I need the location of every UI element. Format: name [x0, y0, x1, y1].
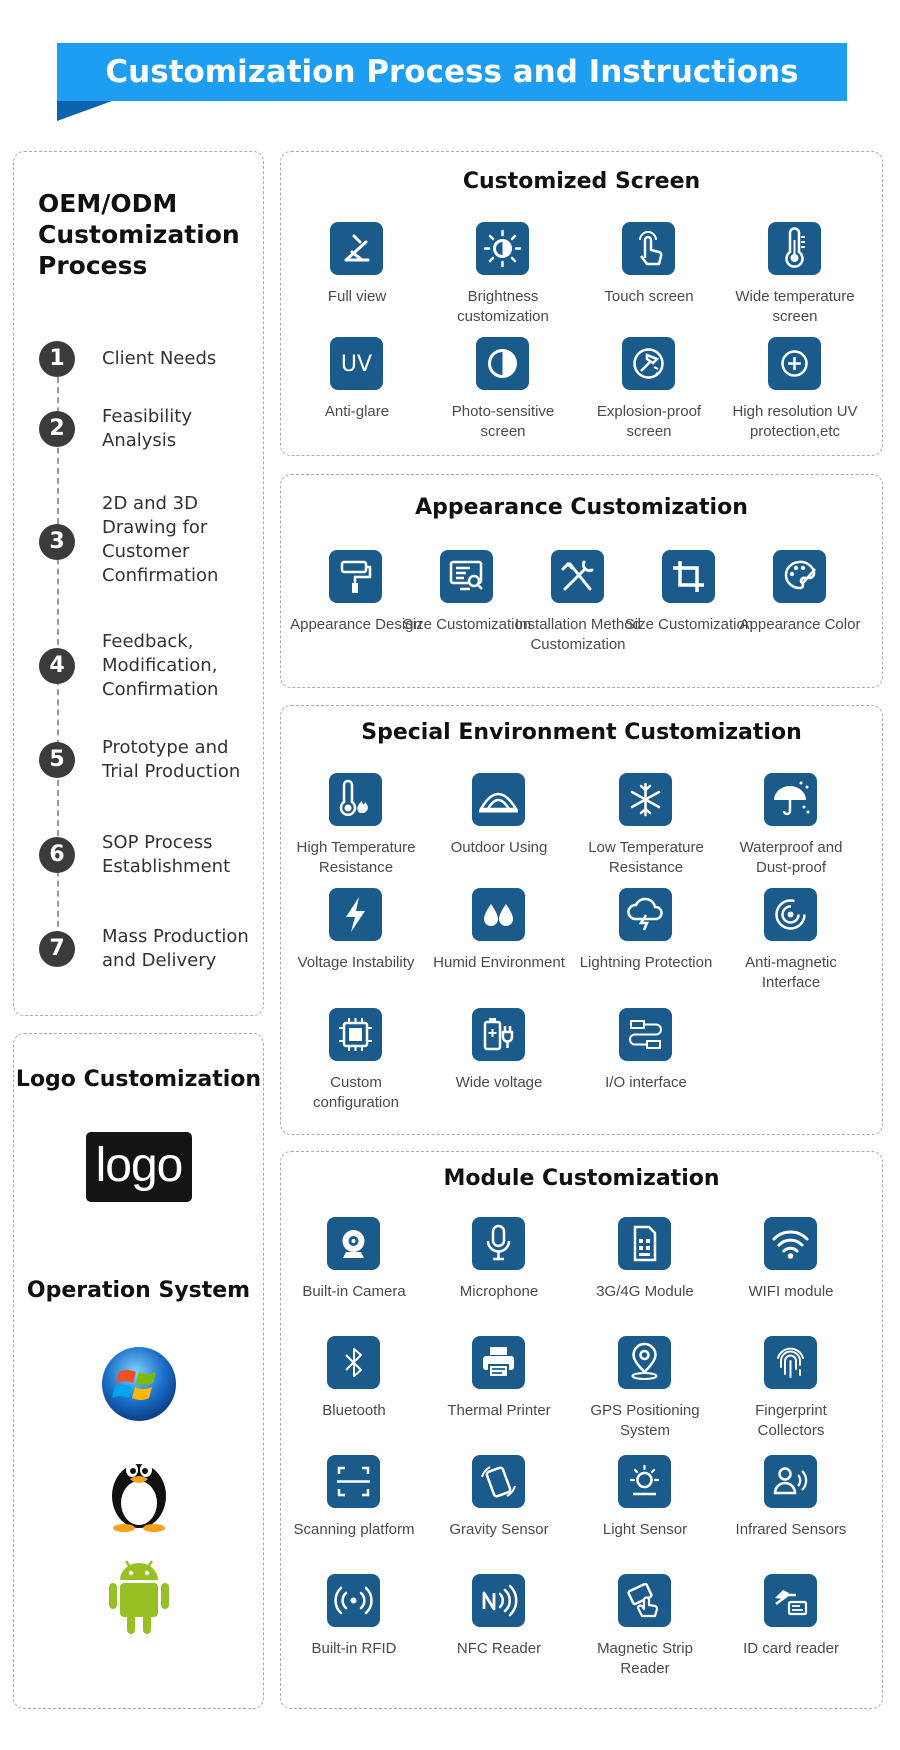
os-section-title: Operation System [26, 1278, 251, 1303]
step-label: Prototype and Trial Production [102, 737, 241, 782]
heat-icon [329, 773, 382, 826]
logo-os-panel [13, 1033, 264, 1709]
process-step [39, 626, 264, 716]
outdoor-icon [472, 773, 525, 826]
thermometer-icon [768, 222, 821, 275]
step-number: 7 [39, 931, 75, 967]
step-label: Client Needs [102, 348, 217, 369]
item-label: GPS Positioning System [590, 1402, 700, 1439]
item-label: Humid Environment [433, 954, 565, 971]
item-label: Appearance Design [290, 616, 422, 633]
step-number: 1 [39, 341, 75, 377]
item-label: Waterproof and Dust-proof [739, 839, 843, 876]
io-interface-icon [619, 1008, 672, 1061]
item-label: 3G/4G Module [596, 1283, 694, 1300]
item-label: Appearance Color [739, 616, 861, 633]
customized-screen-panel [280, 151, 883, 456]
item-label: Custom configuration [313, 1074, 399, 1111]
item-label: Magnetic Strip Reader [597, 1640, 693, 1677]
step-label: Feedback, Modification, Confirmation [102, 631, 219, 700]
touch-icon [622, 222, 675, 275]
scan-icon [327, 1455, 380, 1508]
process-title: OEM/ODM Customization Process [38, 189, 240, 280]
fingerprint-icon [764, 1336, 817, 1389]
item-label: High resolution UV protection,etc [732, 403, 858, 440]
process-step [39, 922, 264, 1012]
photosensitive-icon [476, 337, 529, 390]
item-label: Anti-glare [324, 403, 390, 420]
step-label: SOP Process Establishment [102, 832, 231, 877]
rfid-icon [327, 1574, 380, 1627]
step-label: 2D and 3D Drawing for Customer Confirmation [102, 493, 219, 586]
item-label: Gravity Sensor [449, 1521, 549, 1538]
item-label: Fingerprint Collectors [755, 1402, 827, 1439]
light-sensor-icon [618, 1455, 671, 1508]
android-icon [94, 1554, 184, 1638]
page-title: Customization Process and Instructions [105, 54, 799, 90]
plus-circle-icon [768, 337, 821, 390]
step-label: Feasibility Analysis [102, 406, 192, 451]
process-step [39, 492, 264, 586]
item-label: Size Customization [402, 616, 532, 633]
item-label: Low Temperature Resistance [588, 839, 704, 876]
brightness-icon [476, 222, 529, 275]
microphone-icon [472, 1217, 525, 1270]
item-label: Built-in RFID [311, 1640, 397, 1657]
process-step [39, 828, 264, 918]
uv-icon [330, 337, 383, 390]
item-label: Bluetooth [322, 1402, 386, 1419]
snowflake-icon [619, 773, 672, 826]
item-label: Touch screen [604, 288, 694, 305]
crop-icon [662, 550, 715, 603]
item-label: ID card reader [743, 1640, 839, 1657]
item-label: Photo-sensitive screen [451, 403, 555, 440]
item-label: WIFI module [748, 1283, 834, 1300]
full-view-icon [330, 222, 383, 275]
process-panel [13, 151, 264, 1016]
section-title: Module Customization [443, 1166, 720, 1191]
item-label: Light Sensor [602, 1521, 688, 1538]
infrared-icon [764, 1455, 817, 1508]
item-label: I/O interface [605, 1074, 687, 1091]
explosion-proof-icon [622, 337, 675, 390]
windows-icon [94, 1342, 184, 1426]
card-swipe-icon [618, 1574, 671, 1627]
item-label: Built-in Camera [302, 1283, 406, 1300]
bluetooth-icon [327, 1336, 380, 1389]
step-number: 3 [39, 524, 75, 560]
step-label: Mass Production and Delivery [102, 926, 249, 971]
section-title: Special Environment Customization [361, 720, 802, 745]
linux-penguin-icon [94, 1448, 184, 1532]
storm-cloud-icon [619, 888, 672, 941]
id-card-icon [764, 1574, 817, 1627]
camera-icon [327, 1217, 380, 1270]
palette-icon [773, 550, 826, 603]
step-number: 5 [39, 742, 75, 778]
item-label: Microphone [459, 1283, 539, 1300]
process-step [39, 402, 264, 492]
section-title: Appearance Customization [415, 495, 748, 520]
item-label: Explosion-proof screen [596, 403, 702, 440]
process-step [39, 733, 264, 823]
item-label: High Temperature Resistance [296, 839, 416, 876]
svg-text:UV: UV [340, 352, 373, 377]
screen-search-icon [440, 550, 493, 603]
chip-icon [329, 1008, 382, 1061]
printer-icon [472, 1336, 525, 1389]
umbrella-icon [764, 773, 817, 826]
paint-roller-icon [329, 550, 382, 603]
step-number: 2 [39, 411, 75, 447]
lightning-icon [329, 888, 382, 941]
logo-section-title: Logo Customization [15, 1067, 262, 1092]
item-label: Lightning Protection [579, 954, 713, 971]
item-label: Full view [327, 288, 387, 305]
environment-panel [280, 705, 883, 1135]
item-label: Wide voltage [455, 1074, 543, 1091]
module-panel [280, 1151, 883, 1709]
section-title: Customized Screen [462, 169, 701, 194]
item-label: Infrared Sensors [735, 1521, 847, 1538]
appearance-panel [280, 474, 883, 688]
item-label: Voltage Instability [297, 954, 415, 971]
gravity-sensor-icon [472, 1455, 525, 1508]
gps-pin-icon [618, 1336, 671, 1389]
item-label: Outdoor Using [450, 839, 548, 856]
item-label: Wide temperature screen [735, 288, 855, 325]
item-label: Thermal Printer [447, 1402, 551, 1419]
item-label: NFC Reader [456, 1640, 542, 1657]
banner-ribbon-fold [57, 101, 112, 121]
item-label: Anti-magnetic Interface [745, 954, 837, 991]
battery-plug-icon [472, 1008, 525, 1061]
sim-card-icon [618, 1217, 671, 1270]
logo-sample: logo [86, 1132, 192, 1202]
droplets-icon [472, 888, 525, 941]
wifi-icon [764, 1217, 817, 1270]
tools-icon [551, 550, 604, 603]
item-label: Size Customization [624, 616, 754, 633]
header-banner [57, 43, 847, 101]
nfc-icon [472, 1574, 525, 1627]
step-number: 4 [39, 648, 75, 684]
item-label: Installation Method Customization [515, 616, 641, 653]
magnetic-icon [764, 888, 817, 941]
step-number: 6 [39, 837, 75, 873]
item-label: Scanning platform [293, 1521, 415, 1538]
item-label: Brightness customization [457, 288, 549, 325]
